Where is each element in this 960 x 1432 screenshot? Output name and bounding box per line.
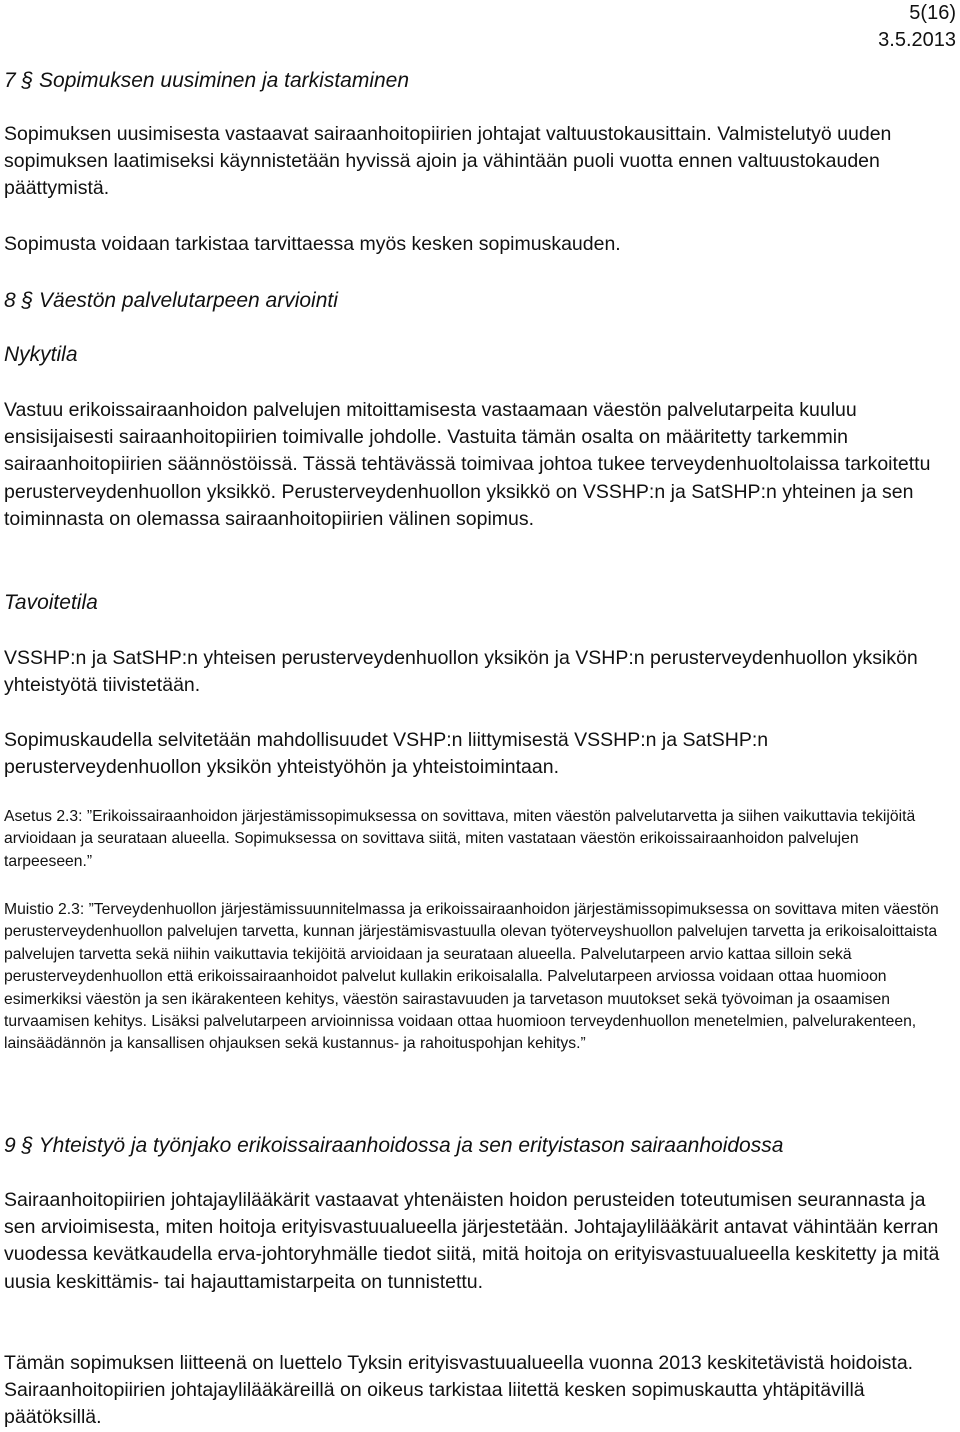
section-9-heading: 9 § Yhteistyö ja työnjako erikoissairaanhoidossa ja sen erityistason sairaanhoidossa	[4, 1134, 784, 1157]
section-9-paragraph-1: Sairaanhoitopiirien johtajaylilääkärit vastaavat yhtenäisten hoidon perusteiden toteutumisen seurannasta ja sen arvioimisesta, miten hoitoja erityisvastuualueella järjestetään. Johtajaylilääkärit antavat vähintään kerran vuodessa kevätkaudella erva-johtoryhmälle tiedot siitä, mitä hoitoja on erityisvastuualueella keskitetty ja mitä uusia keskittämis- tai hajauttamistarpeita on tunnistettu.	[4, 1189, 940, 1293]
page-header	[878, 0, 956, 54]
section-7-paragraph-2: Sopimusta voidaan tarkistaa tarvittaessa myös kesken sopimuskauden.	[4, 233, 621, 255]
subheading-tavoitetila: Tavoitetila	[4, 591, 98, 614]
subheading-nykytila: Nykytila	[4, 343, 78, 366]
section-8-paragraph-1: Vastuu erikoissairaanhoidon palvelujen mitoittamisesta vastaamaan väestön palvelutarpeita kuuluu ensisijaisesti sairaanhoitopiirien toimivalle johdolle. Vastuita tämän osalta on määritetty tarkemmin sairaanhoitopiirien säännöstöissä. Tässä tehtävässä toimivaa johtoa tukee terveydenhuoltolaissa tarkoitettu perusterveydenhuollon yksikkö. Perusterveydenhuollon yksikkö on VSSHP:n ja SatSHP:n yhteinen ja sen toiminnasta on olemassa sairaanhoitopiirien välinen sopimus.	[4, 399, 931, 530]
muistio-quote: Muistio 2.3: ”Terveydenhuollon järjestämissuunnitelmassa ja erikoissairaanhoidon järjestämissopimuksessa on sovittava miten väestön perusterveydenhuollon palvelujen tarvetta, kunnan järjestämisvastuulla olevan työterveyshuollon palvelujen tarvetta ja erikoisaloittaista palvelujen tarvetta sekä niihin vaikuttavia tekijöitä arvioidaan ja seurataan alueella. Palvelutarpeen arvio kattaa silloin sekä perusterveydenhuollon että erikoissairaanhoidot palvelut kullakin erikoisalalla. Palvelutarpeen arviossa voidaan ottaa huomioon esimerkiksi väestön ja sen ikärakenteen kehitys, väestön sairastavuuden ja tarvetason muutokset sekä työvoiman ja osaamisen turvaamisen kehitys. Lisäksi palvelutarpeen arvioinnissa voidaan ottaa huomioon terveydenhuollon menetelmien, palvelurakenteen, lainsäädännön ja kansallisen ohjauksen sekä kustannus- ja rahoituspohjan kehitys.”	[4, 901, 939, 1053]
document-date: 3.5.2013	[878, 29, 956, 51]
section-7-heading: 7 § Sopimuksen uusiminen ja tarkistaminen	[4, 69, 410, 92]
asetus-quote: Asetus 2.3: ”Erikoissairaanhoidon järjestämissopimuksessa on sovittava, miten väestön palvelutarvetta ja siihen vaikuttavia tekijöitä arvioidaan ja seurataan alueella. Sopimuksessa on sovittava siitä, miten vastataan väestön erikoissairaanhoidon palvelujen tarpeeseen.”	[4, 808, 916, 870]
section-8-heading: 8 § Väestön palvelutarpeen arviointi	[4, 289, 338, 312]
page-number: 5(16)	[909, 2, 956, 24]
section-7-paragraph-1: Sopimuksen uusimisesta vastaavat sairaanhoitopiirien johtajat valtuustokausittain. Valmistelutyö uuden sopimuksen laatimiseksi käynnistetään hyvissä ajoin ja vähintään puoli vuotta ennen valtuustokauden päättymistä.	[4, 123, 892, 200]
section-8-paragraph-3: Sopimuskaudella selvitetään mahdollisuudet VSHP:n liittymisestä VSSHP:n ja SatSHP:n perusterveydenhuollon yksikön yhteistyöhön ja yhteistoimintaan.	[4, 729, 769, 779]
section-9-paragraph-2: Tämän sopimuksen liitteenä on luettelo Tyksin erityisvastuualueella vuonna 2013 keskitetävistä hoidoista. Sairaanhoitopiirien johtajaylilääkäreillä on oikeus tarkistaa liitettä kesken sopimuskautta yhtäpitävillä päätöksillä.	[4, 1352, 914, 1429]
section-8-paragraph-2: VSSHP:n ja SatSHP:n yhteisen perusterveydenhuollon yksikön ja VSHP:n perusterveydenhuollon yksikön yhteistyötä tiivistetään.	[4, 647, 918, 697]
